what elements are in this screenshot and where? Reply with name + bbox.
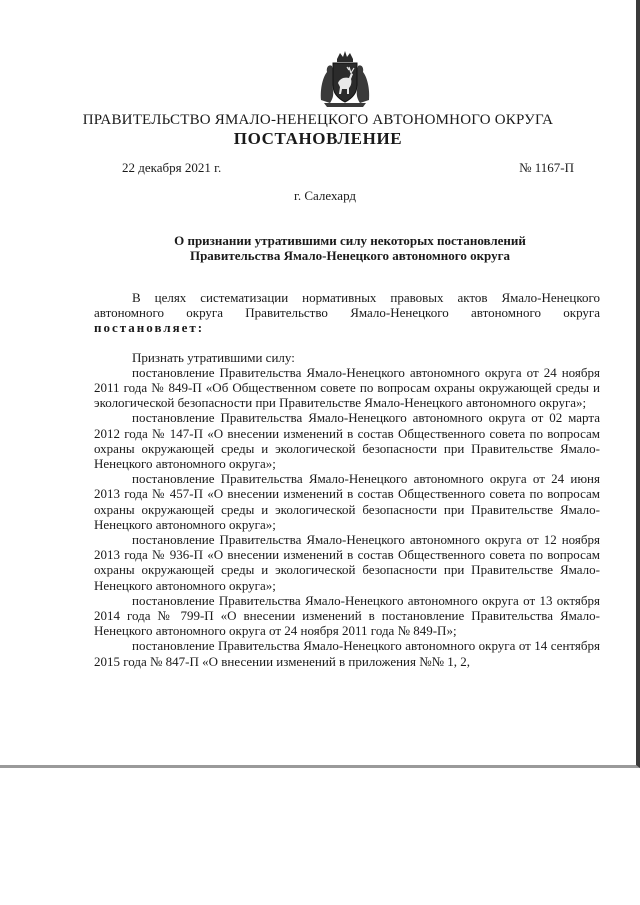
- list-item: постановление Правительства Ямало-Ненецкого автономного округа от 24 июня 2013 года № 457-П «О внесении изменений в состав Общественного совета по вопросам охраны окружающей среды и экологической безопасности при Правительстве Ямало-Ненецкого автономного округа»;: [94, 471, 600, 532]
- preamble-paragraph: [94, 290, 600, 336]
- organization-name: ПРАВИТЕЛЬСТВО ЯМАЛО-НЕНЕЦКОГО АВТОНОМНОГО ОКРУГА: [82, 112, 554, 128]
- document-number: № 1167-П: [519, 160, 574, 175]
- preamble-text: В целях систематизации нормативных правовых актов Ямало-Ненецкого автономного округа Правительство Ямало-Ненецкого автономного округа: [94, 290, 600, 321]
- decree-word: постановляет:: [94, 320, 205, 336]
- document-city: г. Салехард: [293, 188, 357, 203]
- document-date: 22 декабря 2021 г.: [122, 160, 222, 175]
- list-item: постановление Правительства Ямало-Ненецкого автономного округа от 12 ноября 2013 года № 936-П «О внесении изменений в состав Общественного совета по вопросам охраны окружающей среды и экологической безопасности при Правительстве Ямало-Ненецкого автономного округа»;: [94, 532, 600, 593]
- intro-paragraph: Признать утратившими силу:: [132, 349, 295, 365]
- document-body: [94, 290, 600, 669]
- document-title: [90, 233, 610, 263]
- list-item: постановление Правительства Ямало-Ненецкого автономного округа от 24 ноября 2011 года № 849-П «Об Общественном совете по вопросам охраны окружающей среды и экологической безопасности при Правительстве Ямало-Ненецкого автономного округа»;: [94, 364, 600, 411]
- list-item: постановление Правительства Ямало-Ненецкого автономного округа от 14 сентября 2015 года № 847-П «О внесении изменений в приложения №№ 1, 2,: [94, 638, 600, 669]
- title-line-1: О признании утратившими силу некоторых постановлений: [174, 233, 526, 248]
- title-line-2: Правительства Ямало-Ненецкого автономного округа: [189, 248, 511, 263]
- list-item: постановление Правительства Ямало-Ненецкого автономного округа от 13 октября 2014 года № 799-П «О внесении изменений в постановление Правительства Ямало-Ненецкого автономного округа от 24 ноября 2011 года № 849-П»;: [94, 592, 600, 639]
- document-type: ПОСТАНОВЛЕНИЕ: [233, 129, 403, 148]
- list-item: постановление Правительства Ямало-Ненецкого автономного округа от 02 марта 2012 года № 147-П «О внесении изменений в состав Общественного совета по вопросам охраны окружающей среды и экологической безопасности при Правительстве Ямало-Ненецкого автономного округа»;: [94, 410, 600, 472]
- yamalo-nenets-coat-of-arms-icon: [318, 50, 372, 108]
